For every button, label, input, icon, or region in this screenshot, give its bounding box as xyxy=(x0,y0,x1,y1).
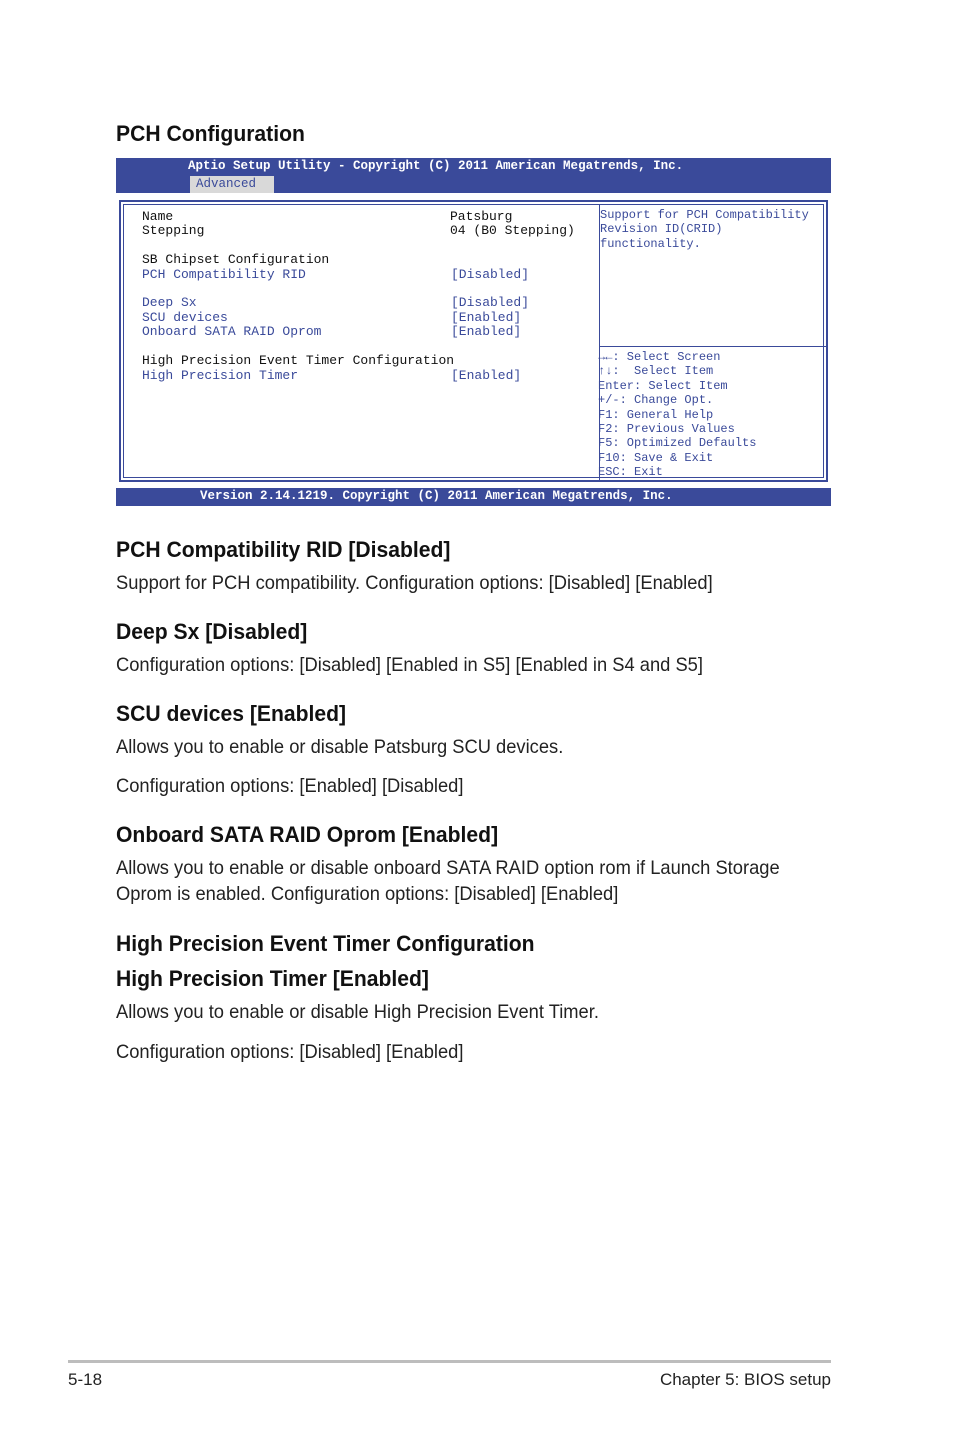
chapter-title: Chapter 5: BIOS setup xyxy=(659,1370,831,1389)
key-enter: Enter: Select Item xyxy=(598,379,728,393)
setting-pch-rid-value[interactable]: [Disabled] xyxy=(451,267,530,282)
help-line-2: Revision ID(CRID) xyxy=(600,222,723,236)
text-sata-2: Oprom is enabled. Configuration options: [Disabled] [Enabled] xyxy=(116,883,619,905)
footer-divider xyxy=(68,1360,831,1363)
bios-title-bar xyxy=(116,158,831,193)
key-save-exit: F10: Save & Exit xyxy=(598,451,714,465)
bios-version-bar xyxy=(116,488,831,506)
page-number: 5-18 xyxy=(68,1370,103,1389)
setting-deep-sx[interactable]: Deep Sx xyxy=(142,295,197,310)
help-line-3: functionality. xyxy=(600,237,701,251)
hpet-heading: High Precision Event Timer Configuration xyxy=(142,353,455,368)
text-pch-rid: Support for PCH compatibility. Configuration options: [Disabled] [Enabled] xyxy=(116,572,713,594)
text-hpet-1: Allows you to enable or disable High Precision Event Timer. xyxy=(116,1001,599,1023)
text-hpet-2: Configuration options: [Disabled] [Enabled] xyxy=(116,1041,464,1063)
key-select-screen: →←: Select Screen xyxy=(598,350,721,364)
setting-deep-sx-value[interactable]: [Disabled] xyxy=(451,295,530,310)
setting-hpet-value[interactable]: [Enabled] xyxy=(451,368,522,383)
info-value-name: Patsburg xyxy=(450,209,513,224)
help-line-1: Support for PCH Compatibility xyxy=(600,208,809,222)
key-optimized-defaults: F5: Optimized Defaults xyxy=(598,436,757,450)
tab-advanced[interactable]: Advanced xyxy=(190,176,274,193)
text-sata-1: Allows you to enable or disable onboard SATA RAID option rom if Launch Storage xyxy=(116,857,780,879)
setting-pch-rid[interactable]: PCH Compatibility RID xyxy=(142,267,306,282)
setting-scu-devices-value[interactable]: [Enabled] xyxy=(451,310,522,325)
key-select-item: ↑↓: Select Item xyxy=(598,364,714,378)
text-scu-2: Configuration options: [Enabled] [Disabled] xyxy=(116,775,464,797)
heading-scu: SCU devices [Enabled] xyxy=(116,701,347,726)
text-scu-1: Allows you to enable or disable Patsburg SCU devices. xyxy=(116,736,564,758)
heading-hpet: High Precision Timer [Enabled] xyxy=(116,966,429,991)
heading-sata: Onboard SATA RAID Oprom [Enabled] xyxy=(116,822,499,847)
key-general-help: F1: General Help xyxy=(598,408,714,422)
setting-sata-raid-oprom[interactable]: Onboard SATA RAID Oprom xyxy=(142,324,322,339)
info-label-name: Name xyxy=(142,209,174,224)
bios-title-text: Aptio Setup Utility - Copyright (C) 2011 American Megatrends, Inc. xyxy=(188,159,684,173)
text-deep-sx: Configuration options: [Disabled] [Enabled in S5] [Enabled in S4 and S5] xyxy=(116,654,703,676)
sb-chipset-heading: SB Chipset Configuration xyxy=(142,252,330,267)
setting-scu-devices[interactable]: SCU devices xyxy=(142,310,228,325)
setting-hpet[interactable]: High Precision Timer xyxy=(142,368,299,383)
heading-deep-sx: Deep Sx [Disabled] xyxy=(116,619,308,644)
bios-version-text: Version 2.14.1219. Copyright (C) 2011 American Megatrends, Inc. xyxy=(200,489,673,503)
key-exit: ESC: Exit xyxy=(598,465,663,479)
heading-hpet-config: High Precision Event Timer Configuration xyxy=(116,931,535,956)
info-value-stepping: 04 (B0 Stepping) xyxy=(450,223,575,238)
setting-sata-raid-oprom-value[interactable]: [Enabled] xyxy=(451,324,522,339)
key-change-opt: +/-: Change Opt. xyxy=(598,393,714,407)
info-label-stepping: Stepping xyxy=(142,223,205,238)
help-divider xyxy=(599,346,828,347)
key-previous-values: F2: Previous Values xyxy=(598,422,735,436)
bios-screenshot xyxy=(116,158,831,506)
heading-pch-rid: PCH Compatibility RID [Disabled] xyxy=(116,537,451,562)
section-title: PCH Configuration xyxy=(116,121,305,146)
